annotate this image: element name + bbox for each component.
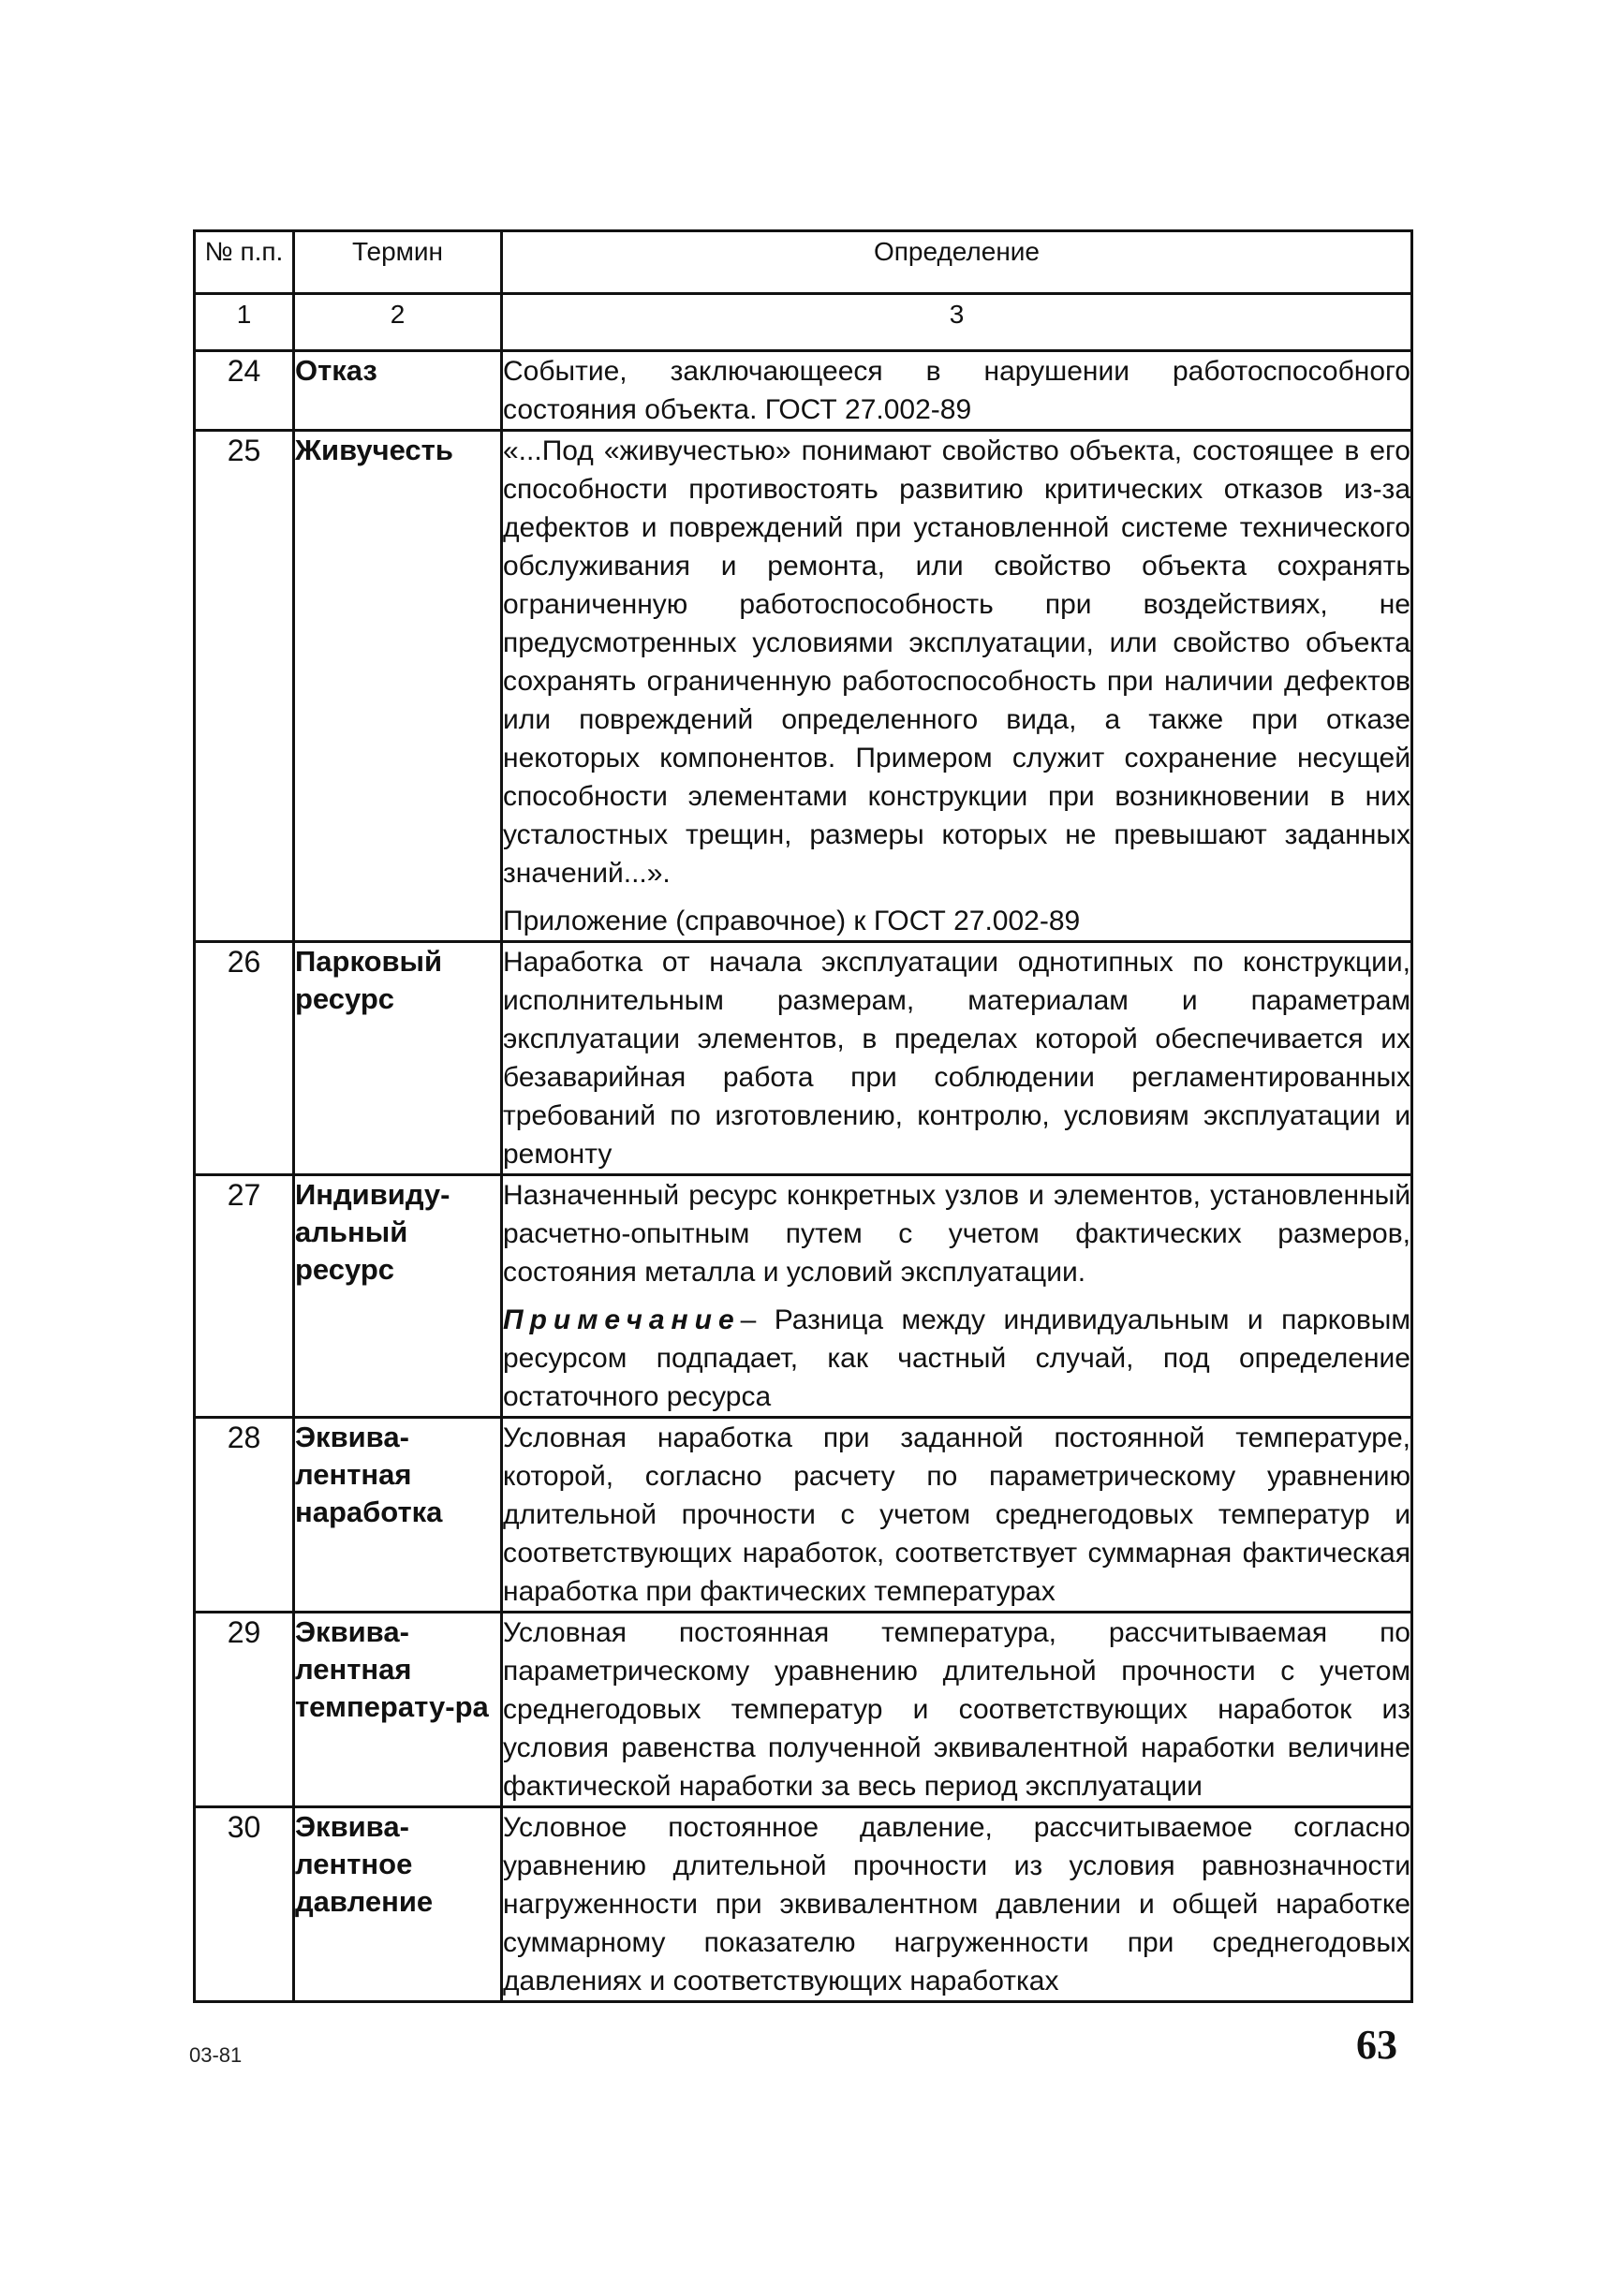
row-number: 29 (195, 1613, 294, 1807)
row-definition (502, 1418, 1412, 1613)
definition-paragraph: Событие, заключающееся в нарушении работоспособного состояния объекта. ГОСТ 27.002-89 (503, 356, 1410, 425)
row-definition (502, 351, 1412, 431)
note-label: Примечание (503, 1304, 741, 1335)
table-row (195, 351, 1412, 431)
definition-paragraph: Условное постоянное давление, рассчитываемое согласно уравнению длительной прочности из условия равнозначности нагруженности при эквивалентном давлении и общей наработке суммарному показателю нагруженности при среднегодовых давлениях и соответствующих наработках (503, 1812, 1410, 1996)
column-number-row (195, 294, 1412, 351)
column-number: 1 (195, 294, 294, 351)
header-number: № п.п. (195, 231, 294, 294)
footer-code: 03-81 (189, 2043, 243, 2067)
row-term: Отказ (294, 351, 502, 431)
table-row (195, 1418, 1412, 1613)
row-number: 24 (195, 351, 294, 431)
row-term: Индивиду-альный ресурс (294, 1175, 502, 1418)
row-term: Эквива-лентная температу-ра (294, 1613, 502, 1807)
row-definition (502, 1175, 1412, 1418)
definition-paragraph: Приложение (справочное) к ГОСТ 27.002-89 (503, 906, 1081, 936)
definition-paragraph: Условная постоянная температура, рассчитываемая по параметрическому уравнению длительной прочности с учетом среднегодовых температур и соответствующих наработок из условия равенства полученной эквивалентной наработки величине фактической наработки за весь период эксплуатации (503, 1617, 1410, 1802)
row-number: 28 (195, 1418, 294, 1613)
table-row (195, 1613, 1412, 1807)
table-row (195, 1175, 1412, 1418)
row-term: Парковый ресурс (294, 942, 502, 1175)
row-term: Эквива-лентная наработка (294, 1418, 502, 1613)
table-row (195, 1807, 1412, 2002)
row-definition (502, 1807, 1412, 2002)
table-row (195, 431, 1412, 942)
definition-paragraph: Наработка от начала эксплуатации однотипных по конструкции, исполнительным размерам, материалам и параметрам эксплуатации элементов, в пределах которой обеспечивается их безаварийная работа при соблюдении регламентированных требований по изготовлению, контролю, условиям эксплуатации и ремонту (503, 947, 1410, 1170)
page-number: 63 (1356, 2022, 1397, 2068)
header-definition: Определение (502, 231, 1412, 294)
note-text: – Разница между индивидуальным и парковым ресурсом подпадает, как частный случай, под определение остаточного ресурса (503, 1304, 1410, 1412)
row-number: 26 (195, 942, 294, 1175)
header-term: Термин (294, 231, 502, 294)
row-definition (502, 1613, 1412, 1807)
column-number: 3 (502, 294, 1412, 351)
definition-paragraph: «...Под «живучестью» понимают свойство объекта, состоящее в его способности противостоять развитию критических отказов из-за дефектов и повреждений при установленной системе технического обслуживания и ремонта, или свойство объекта сохранять ограниченную работоспособность при воздействиях, не предусмотренных условиями эксплуатации, или свойство объекта сохранять ограниченную работоспособность при наличии дефектов или повреждений определенного вида, а также при отказе некоторых компонентов. Примером служит сохранение несущей способности элементами конструкции при возникновении в них усталостных трещин, размеры которых не превышают заданных значений...». (503, 435, 1410, 889)
table-row (195, 942, 1412, 1175)
row-number: 30 (195, 1807, 294, 2002)
row-term: Живучесть (294, 431, 502, 942)
row-definition (502, 431, 1412, 942)
table-body (195, 351, 1412, 2002)
row-number: 27 (195, 1175, 294, 1418)
header-row (195, 231, 1412, 294)
column-number: 2 (294, 294, 502, 351)
definition-paragraph: Назначенный ресурс конкретных узлов и элементов, установленный расчетно-опытным путем с учетом фактических размеров, состояния металла и условий эксплуатации. (503, 1180, 1410, 1288)
terms-table (193, 229, 1413, 2003)
definition-note (503, 1301, 1410, 1416)
definition-paragraph: Условная наработка при заданной постоянной температуре, которой, согласно расчету по параметрическому уравнению длительной прочности с учетом среднегодовых температур и соответствующих наработок, соответствует суммарная фактическая наработка при фактических температурах (503, 1422, 1410, 1607)
row-number: 25 (195, 431, 294, 942)
row-definition (502, 942, 1412, 1175)
row-term: Эквива-лентное давление (294, 1807, 502, 2002)
